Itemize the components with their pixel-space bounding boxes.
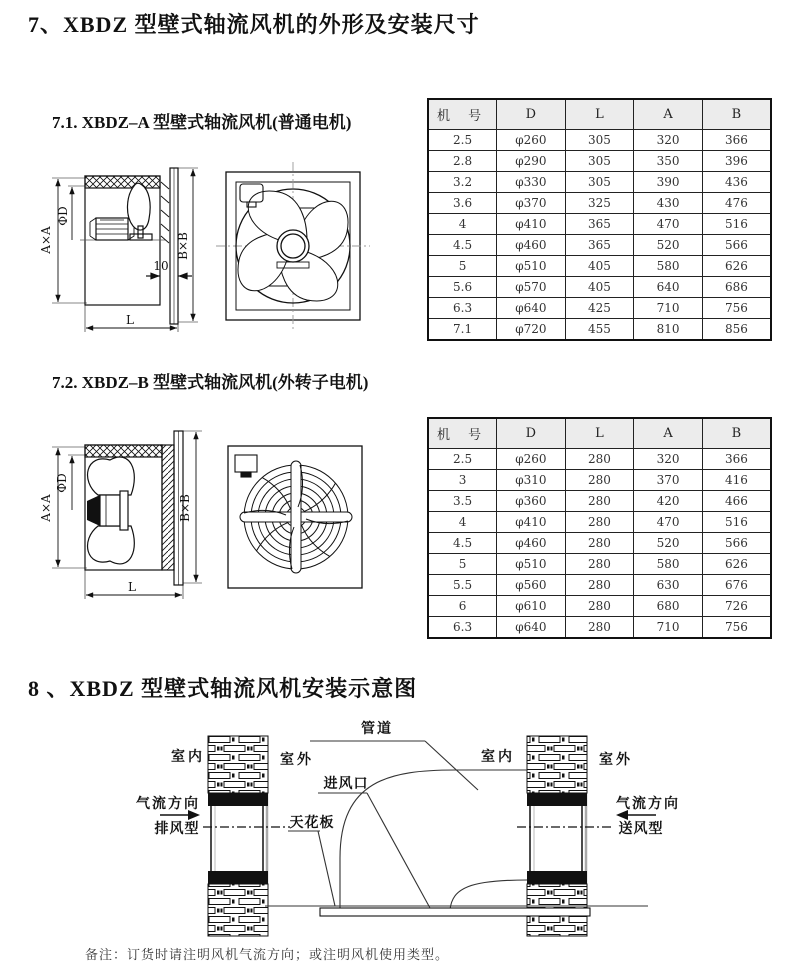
dimensions-table-xbdz-a bbox=[427, 98, 772, 341]
table-cell: 2.8 bbox=[428, 151, 497, 172]
table-cell: 280 bbox=[565, 470, 634, 491]
table-cell: φ510 bbox=[497, 256, 566, 277]
table-row bbox=[428, 533, 771, 554]
table-cell: 630 bbox=[634, 575, 703, 596]
guard-grille bbox=[240, 461, 352, 573]
label-airflow-left: 气流方向 bbox=[136, 796, 200, 812]
table-cell: 566 bbox=[702, 533, 771, 554]
table-cell: 520 bbox=[634, 533, 703, 554]
table-cell: φ290 bbox=[497, 151, 566, 172]
table-cell: 676 bbox=[702, 575, 771, 596]
table-cell: φ370 bbox=[497, 193, 566, 214]
impeller bbox=[236, 189, 350, 303]
front-view-drawing bbox=[216, 162, 370, 332]
table-cell: 325 bbox=[565, 193, 634, 214]
table-row bbox=[428, 491, 771, 512]
table-cell: 405 bbox=[565, 277, 634, 298]
table-row bbox=[428, 193, 771, 214]
table-cell: 280 bbox=[565, 596, 634, 617]
header-row bbox=[428, 418, 771, 449]
junction-box bbox=[235, 455, 257, 477]
column-header: B bbox=[702, 418, 771, 449]
table-cell: 4 bbox=[428, 512, 497, 533]
footnote: 备注：订货时请注明风机气流方向；或注明风机使用类型。 bbox=[85, 947, 450, 962]
table-cell: 436 bbox=[702, 172, 771, 193]
table-cell: φ510 bbox=[497, 554, 566, 575]
label-indoor-left: 室内 bbox=[171, 749, 205, 765]
table-cell: φ310 bbox=[497, 470, 566, 491]
table-cell: 366 bbox=[702, 130, 771, 151]
table-cell: 390 bbox=[634, 172, 703, 193]
table-cell: φ260 bbox=[497, 449, 566, 470]
table-row bbox=[428, 130, 771, 151]
table-cell: 466 bbox=[702, 491, 771, 512]
table-cell: 7.1 bbox=[428, 319, 497, 341]
dim-label-bxb: B×B bbox=[178, 494, 192, 522]
table-cell: 280 bbox=[565, 491, 634, 512]
section-8-title: 8 、XBDZ 型壁式轴流风机安装示意图 bbox=[28, 676, 418, 701]
table-cell: 305 bbox=[565, 172, 634, 193]
xbdz-b-drawing bbox=[30, 413, 415, 618]
table-cell: φ260 bbox=[497, 130, 566, 151]
table-cell: φ720 bbox=[497, 319, 566, 341]
table-cell: φ610 bbox=[497, 596, 566, 617]
table-cell: 455 bbox=[565, 319, 634, 341]
label-exhaust-type: 排风型 bbox=[154, 821, 200, 837]
table-cell: 580 bbox=[634, 256, 703, 277]
table-cell: 425 bbox=[565, 298, 634, 319]
table-row bbox=[428, 617, 771, 639]
dim-label-axa: A×A bbox=[39, 494, 53, 522]
table-cell: 6 bbox=[428, 596, 497, 617]
table-cell: 626 bbox=[702, 554, 771, 575]
column-header: D bbox=[497, 99, 566, 130]
table-cell: φ640 bbox=[497, 298, 566, 319]
table-cell: 305 bbox=[565, 130, 634, 151]
dim-label-phid: ΦD bbox=[56, 206, 70, 226]
table-cell: 4.5 bbox=[428, 235, 497, 256]
label-indoor-right: 室内 bbox=[481, 749, 515, 765]
column-header: 机 号 bbox=[428, 418, 497, 449]
table-cell: 5 bbox=[428, 554, 497, 575]
table-row bbox=[428, 575, 771, 596]
table-cell: 366 bbox=[702, 449, 771, 470]
table-cell: 686 bbox=[702, 277, 771, 298]
table-row bbox=[428, 470, 771, 491]
table-cell: φ330 bbox=[497, 172, 566, 193]
table-cell: 626 bbox=[702, 256, 771, 277]
label-outdoor-left: 室外 bbox=[280, 752, 314, 768]
table-row bbox=[428, 596, 771, 617]
label-outdoor-right: 室外 bbox=[599, 752, 633, 768]
table-row bbox=[428, 235, 771, 256]
dim-label-phid: ΦD bbox=[55, 473, 69, 493]
table-cell: 280 bbox=[565, 512, 634, 533]
table-cell: 580 bbox=[634, 554, 703, 575]
table-cell: 305 bbox=[565, 151, 634, 172]
table-cell: 320 bbox=[634, 449, 703, 470]
table-cell: 430 bbox=[634, 193, 703, 214]
dimensions-table-xbdz-b bbox=[427, 417, 772, 639]
column-header: 机 号 bbox=[428, 99, 497, 130]
table-cell: 396 bbox=[702, 151, 771, 172]
label-inlet: 进风口 bbox=[323, 776, 369, 792]
table-cell: 280 bbox=[565, 533, 634, 554]
table-cell: 350 bbox=[634, 151, 703, 172]
table-cell: 516 bbox=[702, 512, 771, 533]
installation-diagram bbox=[100, 708, 720, 943]
table-row bbox=[428, 172, 771, 193]
table-row bbox=[428, 214, 771, 235]
table-cell: 710 bbox=[634, 298, 703, 319]
table-cell: 3 bbox=[428, 470, 497, 491]
table-cell: 5.5 bbox=[428, 575, 497, 596]
table-cell: 470 bbox=[634, 512, 703, 533]
table-cell: 405 bbox=[565, 256, 634, 277]
table-cell: 320 bbox=[634, 130, 703, 151]
table-cell: 280 bbox=[565, 449, 634, 470]
section-7-1-heading: 7.1. XBDZ–A 型壁式轴流风机(普通电机) bbox=[52, 113, 352, 132]
table-cell: φ360 bbox=[497, 491, 566, 512]
table-row bbox=[428, 256, 771, 277]
table-cell: φ410 bbox=[497, 214, 566, 235]
table-cell: 365 bbox=[565, 235, 634, 256]
table-cell: 756 bbox=[702, 617, 771, 639]
table-cell: 516 bbox=[702, 214, 771, 235]
table-cell: 4 bbox=[428, 214, 497, 235]
table-cell: 2.5 bbox=[428, 130, 497, 151]
front-view-drawing bbox=[228, 446, 362, 588]
table-cell: φ410 bbox=[497, 512, 566, 533]
table-row bbox=[428, 449, 771, 470]
table-cell: 470 bbox=[634, 214, 703, 235]
table-cell: φ570 bbox=[497, 277, 566, 298]
table-cell: 810 bbox=[634, 319, 703, 341]
table-cell: 710 bbox=[634, 617, 703, 639]
table-cell: 416 bbox=[702, 470, 771, 491]
dim-label-l: L bbox=[126, 313, 134, 327]
table-row bbox=[428, 151, 771, 172]
column-header: A bbox=[634, 418, 703, 449]
table-cell: φ640 bbox=[497, 617, 566, 639]
table-cell: φ460 bbox=[497, 533, 566, 554]
table-cell: 5 bbox=[428, 256, 497, 277]
column-header: B bbox=[702, 99, 771, 130]
dim-label-bxb: B×B bbox=[176, 232, 190, 260]
label-ceiling: 天花板 bbox=[289, 815, 335, 831]
table-cell: 3.6 bbox=[428, 193, 497, 214]
table-cell: 280 bbox=[565, 554, 634, 575]
table-cell: φ560 bbox=[497, 575, 566, 596]
table-cell: 3.2 bbox=[428, 172, 497, 193]
table-cell: 6.3 bbox=[428, 617, 497, 639]
left-wall-fan bbox=[208, 736, 268, 936]
header-row bbox=[428, 99, 771, 130]
table-row bbox=[428, 298, 771, 319]
table-cell: 3.5 bbox=[428, 491, 497, 512]
table-cell: 2.5 bbox=[428, 449, 497, 470]
table-cell: 5.6 bbox=[428, 277, 497, 298]
table-cell: 6.3 bbox=[428, 298, 497, 319]
table-cell: 726 bbox=[702, 596, 771, 617]
table-cell: 280 bbox=[565, 617, 634, 639]
table-cell: 420 bbox=[634, 491, 703, 512]
dim-label-axa: A×A bbox=[39, 226, 53, 254]
column-header: D bbox=[497, 418, 566, 449]
dim-label-l: L bbox=[128, 580, 136, 594]
section-7-title: 7、XBDZ 型壁式轴流风机的外形及安装尺寸 bbox=[28, 12, 480, 37]
table-cell: 365 bbox=[565, 214, 634, 235]
column-header: A bbox=[634, 99, 703, 130]
xbdz-a-drawing bbox=[30, 156, 415, 356]
table-row bbox=[428, 554, 771, 575]
column-header: L bbox=[565, 418, 634, 449]
table-cell: φ460 bbox=[497, 235, 566, 256]
section-7-2-heading: 7.2. XBDZ–B 型壁式轴流风机(外转子电机) bbox=[52, 373, 369, 392]
table-cell: 566 bbox=[702, 235, 771, 256]
table-cell: 370 bbox=[634, 470, 703, 491]
label-duct: 管道 bbox=[361, 721, 393, 737]
table-cell: 4.5 bbox=[428, 533, 497, 554]
table-row bbox=[428, 319, 771, 341]
table-cell: 640 bbox=[634, 277, 703, 298]
label-supply-type: 送风型 bbox=[618, 821, 664, 837]
table-cell: 280 bbox=[565, 575, 634, 596]
table-cell: 756 bbox=[702, 298, 771, 319]
table-cell: 520 bbox=[634, 235, 703, 256]
table-cell: 680 bbox=[634, 596, 703, 617]
table-row bbox=[428, 512, 771, 533]
dim-label-gap10: 10 bbox=[153, 259, 169, 273]
table-cell: 476 bbox=[702, 193, 771, 214]
side-view-drawing bbox=[85, 431, 183, 585]
table-row bbox=[428, 277, 771, 298]
label-airflow-right: 气流方向 bbox=[616, 796, 680, 812]
table-cell: 856 bbox=[702, 319, 771, 341]
column-header: L bbox=[565, 99, 634, 130]
